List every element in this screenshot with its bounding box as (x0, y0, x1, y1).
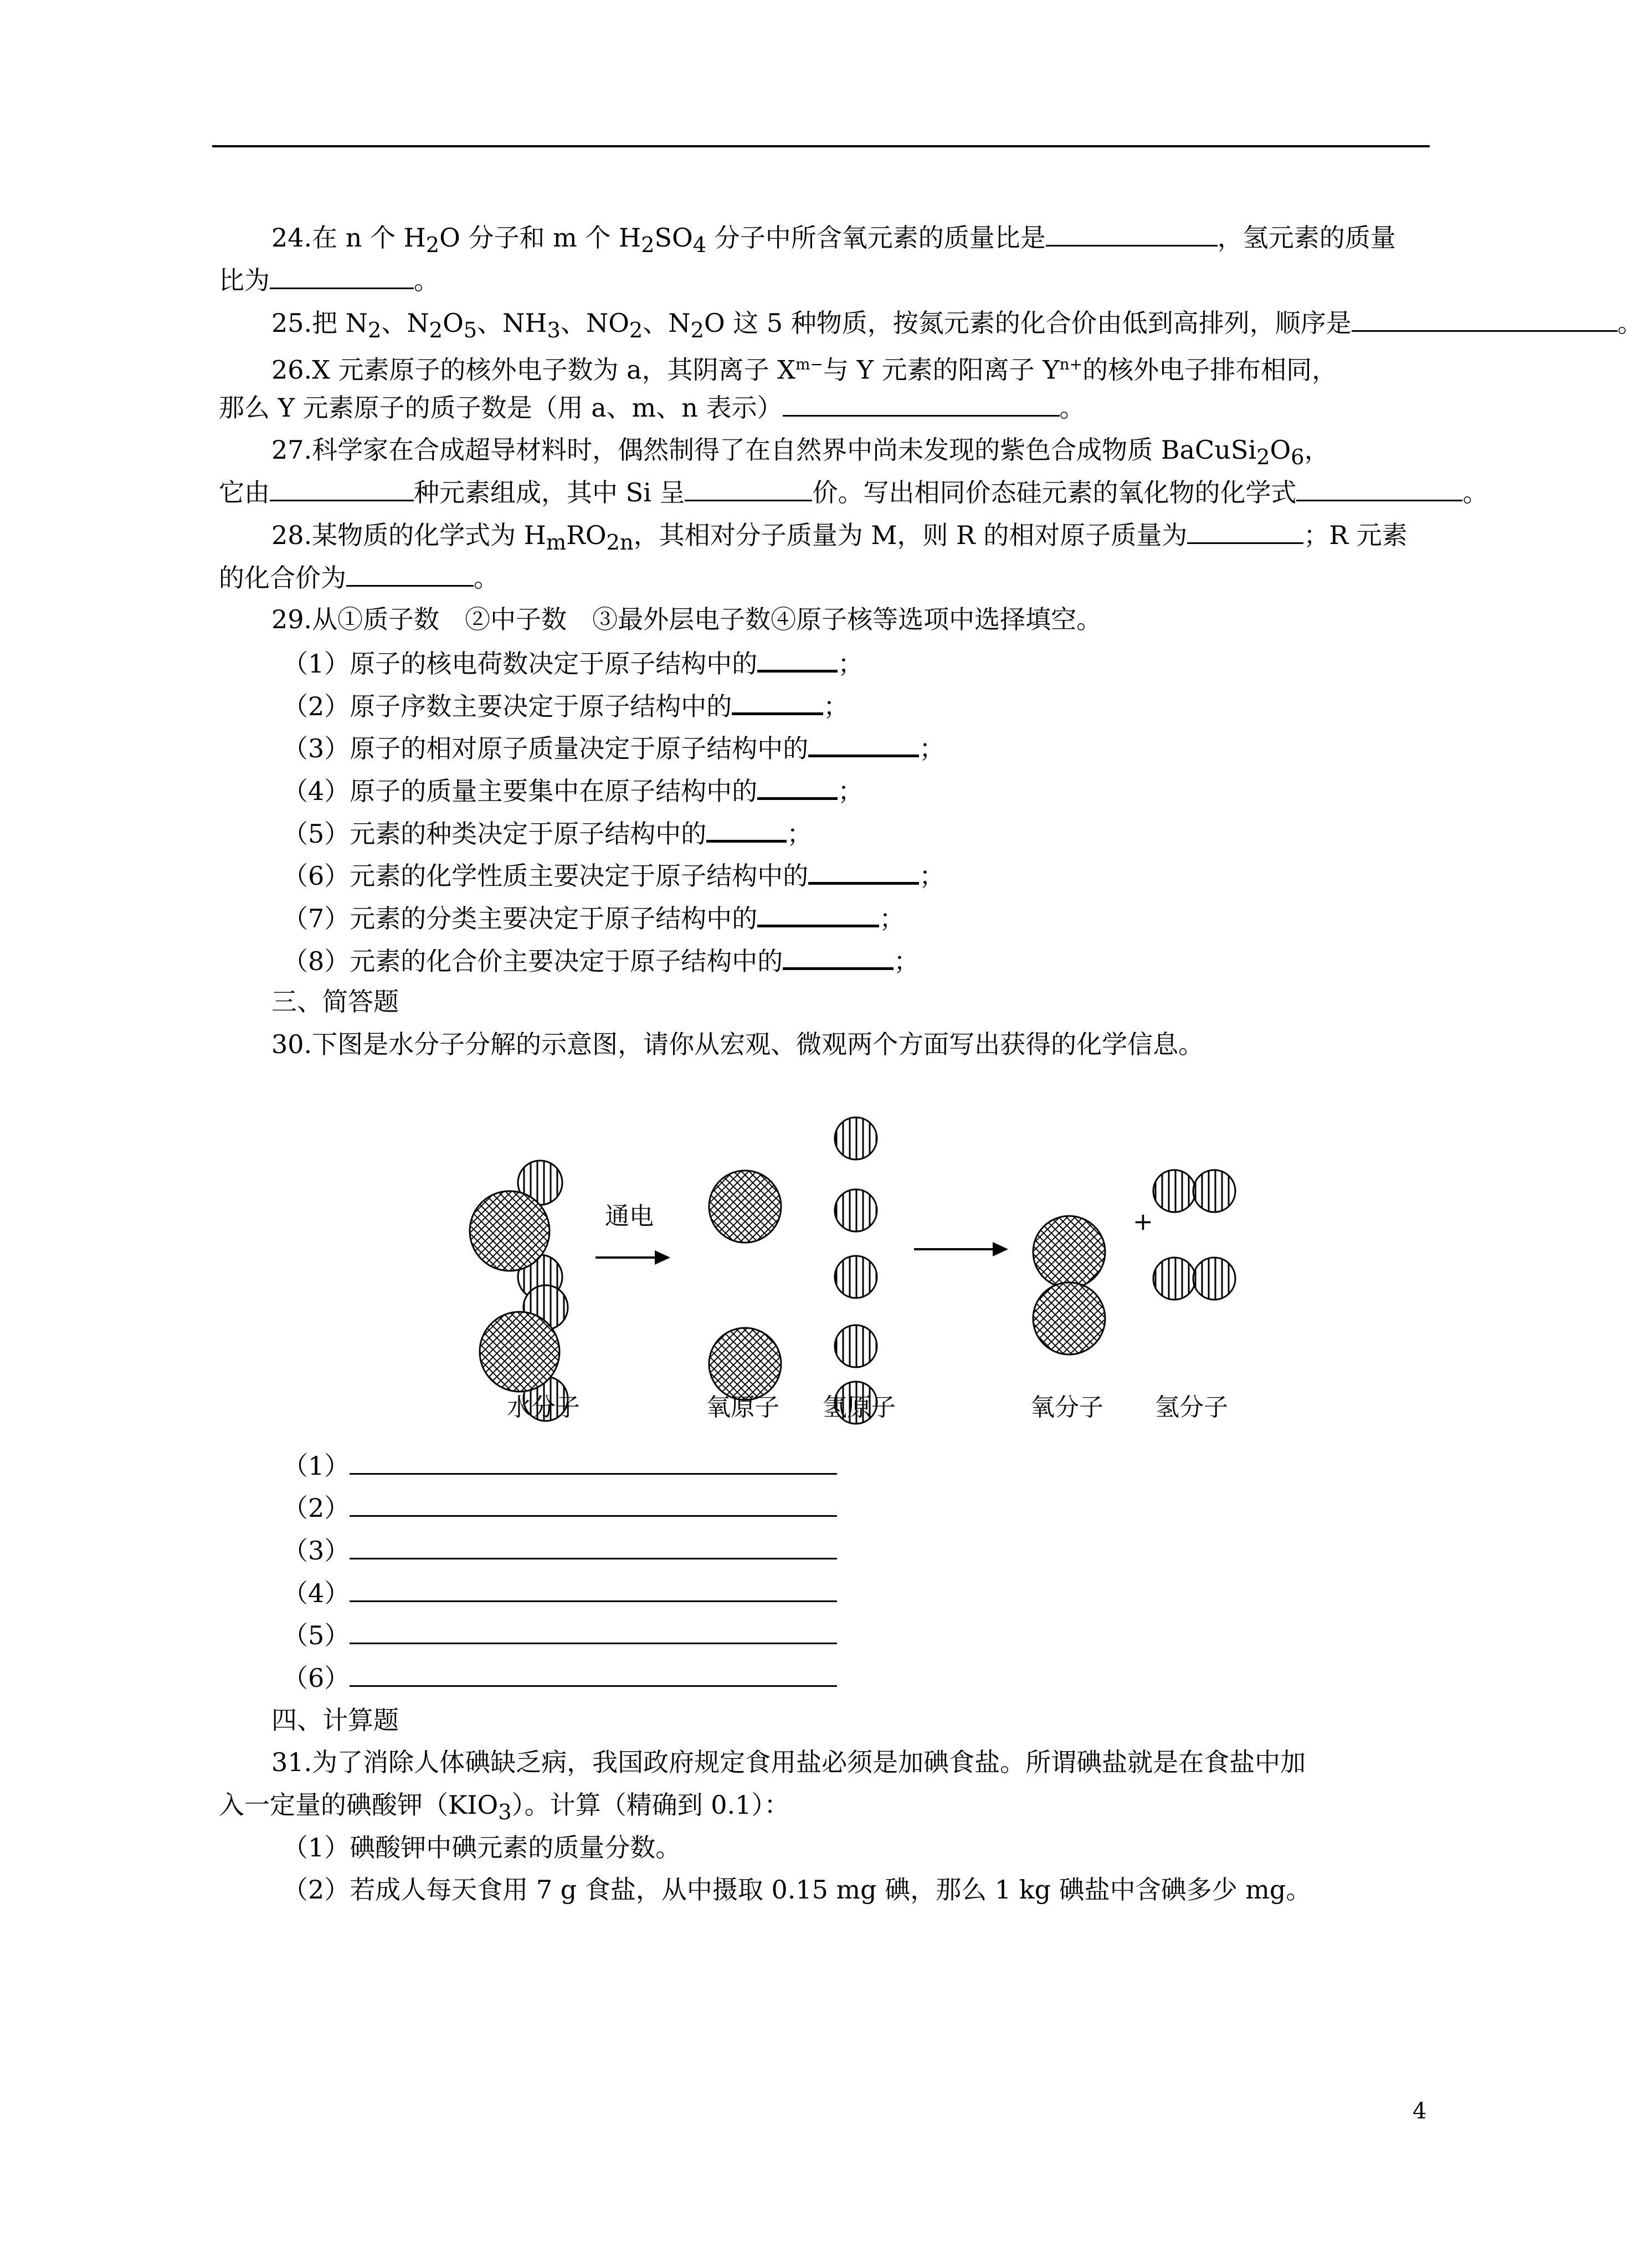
plus-sign: + (1133, 1208, 1153, 1236)
question-31-line-1: 31.为了消除人体碘缺乏病，我国政府规定食用盐必须是加碘食盐。所谓碘盐就是在食盐中加 (271, 1747, 1306, 1777)
answer-blank[interactable] (783, 391, 1060, 417)
answer-blank[interactable] (1352, 306, 1618, 332)
answer-blank[interactable] (757, 773, 838, 800)
arrow-head (655, 1250, 670, 1265)
section-4-heading: 四、计算题 (271, 1705, 399, 1735)
hydrogen-atom (835, 1325, 877, 1367)
page-number: 4 (1413, 2098, 1427, 2124)
hydrogen-atom (835, 1256, 877, 1298)
question-29-item-2: （2）原子序数主要决定于原子结构中的 ； (283, 688, 849, 723)
question-28-line-2: 的化合价为 。 (219, 561, 499, 594)
arrow-head (993, 1242, 1008, 1256)
answer-line-6: （6） (283, 1661, 837, 1695)
hydrogen-atom (1193, 1258, 1235, 1300)
answer-blank[interactable] (1187, 518, 1303, 544)
question-29-item-3: （3）原子的相对原子质量决定于原子结构中的 ； (283, 730, 944, 765)
oxygen-atom (709, 1328, 781, 1400)
oxygen-atom (1033, 1216, 1105, 1288)
answer-blank[interactable] (808, 858, 919, 885)
oxygen-atom (709, 1171, 781, 1243)
hydrogen-atom (1153, 1258, 1195, 1300)
answer-blank[interactable] (350, 1491, 837, 1517)
question-26-line-1: 26.X 元素原子的核外电子数为 a，其阴离子 $X^{m-}$与 Y 元素的阳离子 $Y^{n+}$的核外电子排布相同， (271, 355, 1338, 385)
header-rule (212, 145, 1430, 147)
label-oxygen-atom: 氧原子 (706, 1393, 779, 1422)
question-31-part-2: （2）若成人每天食用 7 g 食盐，从中摄取 0.15 mg 碘，那么 1 kg 碘盐中含碘多少 mg。 (283, 1875, 1312, 1905)
water-decomposition-diagram (454, 1086, 1263, 1429)
answer-blank[interactable] (783, 943, 894, 970)
answer-blank[interactable] (350, 1533, 837, 1559)
answer-blank[interactable] (270, 263, 414, 289)
answer-blank[interactable] (270, 475, 414, 501)
question-31-part-1: （1）碘酸钾中碘元素的质量分数。 (283, 1833, 681, 1862)
question-25: 25.把 $N_2$、$N_2O_5$、$NH_3$、$NO_2$、$N_2O$ 这 5 种物质，按氮元素的化合价由低到高排列，顺序是 。 (271, 306, 1643, 347)
hydrogen-atom (835, 1189, 877, 1232)
question-28-line-1: 28.某物质的化学式为 $H_mRO_{2n}$，其相对分子质量为 M，则 R 的相对原子质量为 ；R 元素 (271, 518, 1408, 560)
answer-blank[interactable] (350, 1618, 837, 1644)
hydrogen-molecule-2 (1153, 1258, 1235, 1300)
hydrogen-atom (1193, 1170, 1235, 1212)
oxygen-atom (470, 1191, 550, 1271)
question-31-line-2: 入一定量的碘酸钾$(KIO_3)$。计算（精确到 0.1）： (219, 1790, 790, 1825)
answer-blank[interactable] (706, 815, 787, 843)
question-27-line-2: 它由 种元素组成，其中 Si 呈 价。写出相同价态硅元素的氧化物的化学式 。 (219, 475, 1488, 509)
hydrogen-atom (1153, 1170, 1195, 1212)
arrow-label: 通电 (605, 1202, 654, 1230)
question-29-item-1: （1）原子的核电荷数决定于原子结构中的 ； (283, 645, 863, 680)
section-3-heading: 三、简答题 (271, 987, 399, 1017)
answer-blank[interactable] (350, 1661, 837, 1687)
question-29-item-5: （5）元素的种类决定于原子结构中的 ； (283, 815, 812, 850)
answer-line-3: （3） (283, 1533, 837, 1567)
question-24-line-2: 比为 。 (219, 263, 439, 297)
question-29-intro: 29.从①质子数 ②中子数 ③最外层电子数④原子核等选项中选择填空。 (271, 604, 1102, 634)
answer-blank[interactable] (732, 688, 823, 715)
answer-blank[interactable] (350, 1576, 837, 1602)
question-27-line-1: 27.科学家在合成超导材料时，偶然制得了在自然界中尚未发现的紫色合成物质 $BaCuSi_2O_6$， (271, 435, 1330, 470)
answer-blank[interactable] (685, 475, 812, 501)
question-29-item-4: （4）原子的质量主要集中在原子结构中的 ； (283, 773, 863, 808)
water-molecule-1 (470, 1161, 562, 1299)
answer-blank[interactable] (1046, 220, 1218, 247)
question-29-item-6: （6）元素的化学性质主要决定于原子结构中的 ； (283, 858, 944, 892)
answer-line-2: （2） (283, 1491, 837, 1525)
label-oxygen-molecule: 氧分子 (1030, 1393, 1103, 1422)
answer-line-4: （4） (283, 1576, 837, 1610)
answer-blank[interactable] (808, 730, 919, 757)
question-29-item-7: （7）元素的分类主要决定于原子结构中的 ； (283, 900, 905, 935)
answer-blank[interactable] (757, 645, 838, 673)
label-water-molecule: 水分子 (507, 1393, 580, 1422)
label-hydrogen-atom: 氢原子 (823, 1393, 896, 1422)
question-29-item-8: （8）元素的化合价主要决定于原子结构中的 ； (283, 943, 919, 978)
label-hydrogen-molecule: 氢分子 (1155, 1393, 1228, 1422)
answer-blank[interactable] (346, 561, 474, 587)
question-24-line-1: 24.在 n 个 $H_2O$ 分子和 m 个 $H_2SO_4$ 分子中所含氧元素的质量比是 ，氢元素的质量 (271, 220, 1396, 262)
oxygen-atom (1033, 1282, 1105, 1354)
question-26-line-2: 那么 Y 元素原子的质子数是（用 a、m、n 表示） 。 (219, 391, 1085, 424)
answer-blank[interactable] (350, 1449, 837, 1475)
answer-blank[interactable] (1296, 475, 1462, 501)
answer-blank[interactable] (757, 900, 879, 927)
answer-line-5: （5） (283, 1618, 837, 1652)
hydrogen-atom (835, 1117, 877, 1159)
answer-line-1: （1） (283, 1449, 837, 1482)
oxygen-atom (480, 1312, 559, 1392)
oxygen-molecule (1033, 1216, 1105, 1354)
question-30: 30.下图是水分子分解的示意图，请你从宏观、微观两个方面写出获得的化学信息。 (271, 1029, 1204, 1059)
hydrogen-molecule-1 (1153, 1170, 1235, 1212)
